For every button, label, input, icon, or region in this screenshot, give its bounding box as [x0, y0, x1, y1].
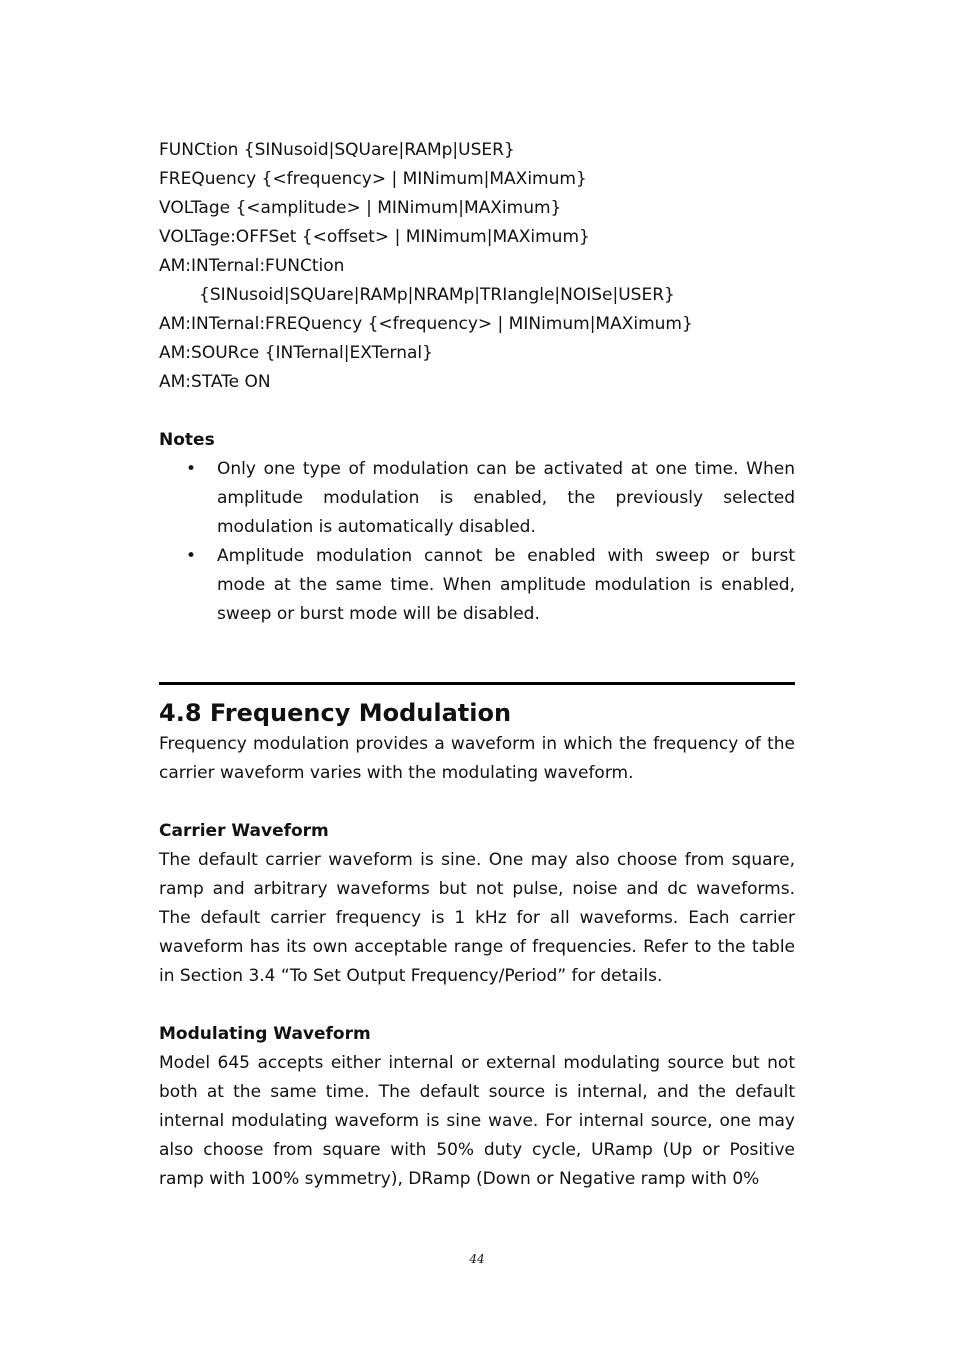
notes-list [159, 455, 795, 629]
bullet-icon: • [186, 546, 197, 566]
section-frequency-modulation [159, 696, 795, 1194]
modulating-waveform-title: Modulating Waveform [159, 1024, 371, 1044]
modulating-waveform-text: Model 645 accepts either internal or external modulating source but not both at the same time. The default source is internal, and the default internal modulating waveform is sine wave. For internal source, one may also choose from square with 50% duty cycle, URamp (Up or Positive ramp with 100% symmetry), DRamp (Down or Negative ramp with 0% [159, 1053, 795, 1189]
command-line: VOLTage {<amplitude> | MINimum|MAXimum} [159, 198, 562, 218]
list-item [159, 455, 795, 542]
command-line: VOLTage:OFFSet {<offset> | MINimum|MAXimum} [159, 227, 590, 247]
list-item [159, 542, 795, 629]
command-line: AM:STATe ON [159, 372, 271, 392]
command-line: {SINusoid|SQUare|RAMp|NRAMp|TRIangle|NOISe|USER} [199, 285, 675, 305]
section-heading: 4.8 Frequency Modulation [159, 699, 512, 727]
page-number: 44 [469, 1252, 485, 1266]
command-line: AM:INTernal:FUNCtion [159, 256, 345, 276]
command-line: FREQuency {<frequency> | MINimum|MAXimum} [159, 169, 587, 189]
note-text: Only one type of modulation can be activated at one time. When amplitude modulation is enabled, the previously selected modulation is automatically disabled. [217, 459, 795, 537]
section-intro: Frequency modulation provides a waveform in which the frequency of the carrier waveform varies with the modulating waveform. [159, 734, 795, 783]
carrier-waveform-title: Carrier Waveform [159, 821, 329, 841]
command-block [159, 136, 795, 629]
command-line: FUNCtion {SINusoid|SQUare|RAMp|USER} [159, 140, 515, 160]
notes-title: Notes [159, 430, 215, 450]
command-line: AM:INTernal:FREQuency {<frequency> | MINimum|MAXimum} [159, 314, 693, 334]
section-divider [159, 682, 795, 685]
note-text: Amplitude modulation cannot be enabled with sweep or burst mode at the same time. When amplitude modulation is enabled, sweep or burst mode will be disabled. [217, 546, 795, 624]
command-line: AM:SOURce {INTernal|EXTernal} [159, 343, 433, 363]
carrier-waveform-text: The default carrier waveform is sine. One may also choose from square, ramp and arbitrary waveforms but not pulse, noise and dc waveforms. The default carrier frequency is 1 kHz for all waveforms. Each carrier waveform has its own acceptable range of frequencies. Refer to the table in Section 3.4 “To Set Output Frequency/Period” for details. [159, 850, 795, 986]
bullet-icon: • [186, 459, 197, 479]
